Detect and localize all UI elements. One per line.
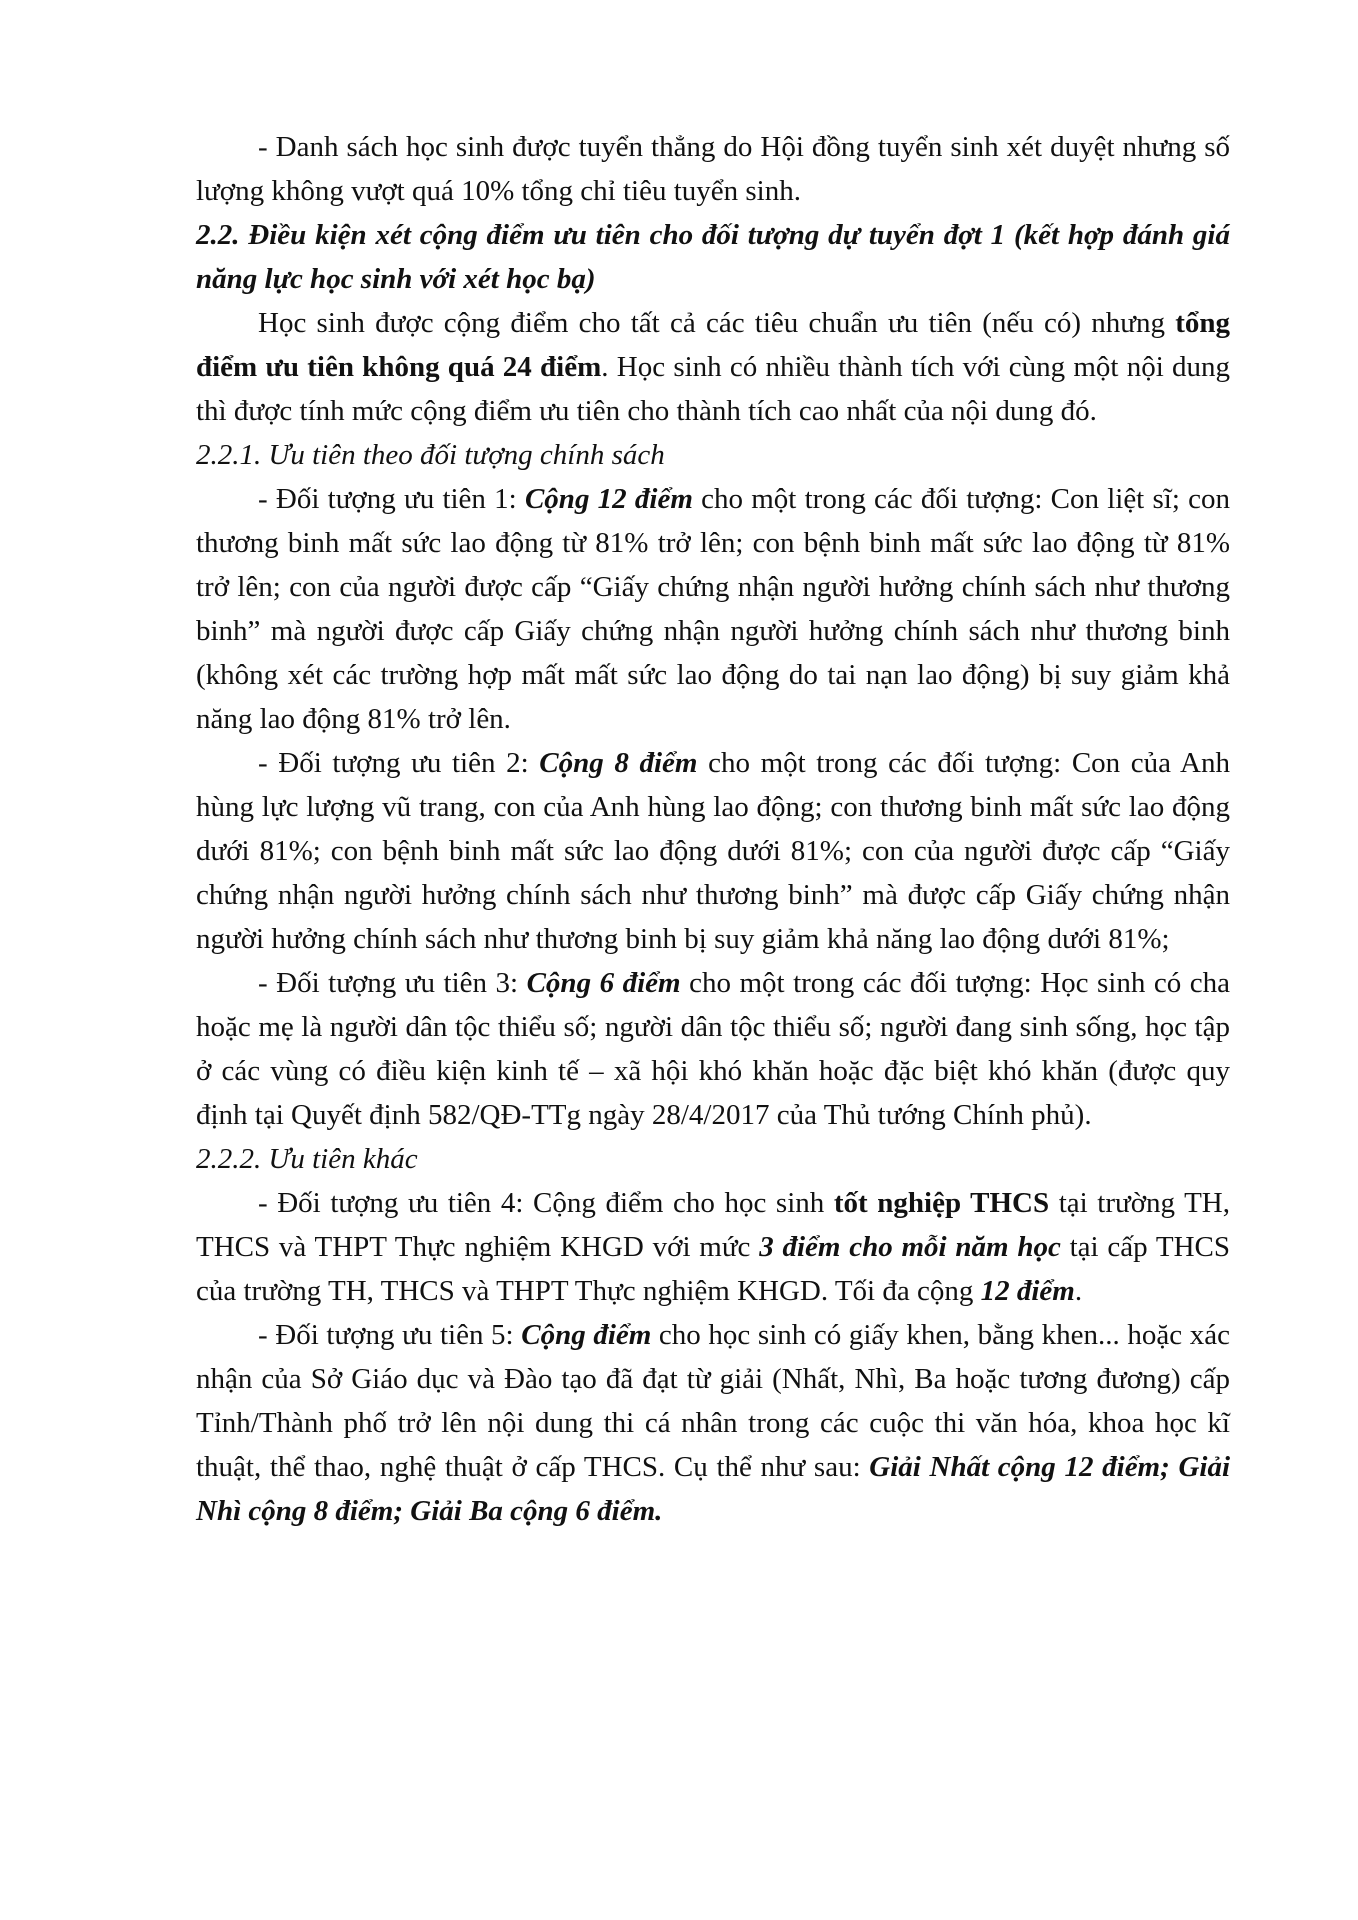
bold-italic-run: Cộng 12 điểm	[524, 483, 693, 515]
document-body	[196, 125, 1230, 1533]
text-run: - Đối tượng ưu tiên 4: Cộng điểm cho học sinh	[258, 1187, 834, 1219]
text-run: tại trường TH, THCS và THPT Thực nghiệm KHGD với mức	[196, 1187, 1230, 1263]
paragraph-text: - Danh sách học sinh được tuyển thẳng do Hội đồng tuyển sinh xét duyệt nhưng số lượng không vượt quá 10% tổng chỉ tiêu tuyển sinh.	[196, 131, 1230, 207]
bold-italic-run: Giải Nhất cộng 12 điểm; Giải Nhì cộng 8 điểm; Giải Ba cộng 6 điểm.	[196, 1451, 1230, 1527]
text-run: cho một trong các đối tượng: Con liệt sĩ; con thương binh mất sức lao động từ 81% trở lên; con bệnh binh mất sức lao động từ 81% trở lên; con của người được cấp “Giấy chứng nhận người hưởng chính sách như thương binh” mà người được cấp Giấy chứng nhận người hưởng chính sách như thương binh (không xét các trường hợp mất mất sức lao động do tai nạn lao động) bị suy giảm khả năng lao động 81% trở lên.	[196, 483, 1230, 735]
paragraph-priority-2	[196, 741, 1230, 961]
paragraph-direct-admission	[196, 125, 1230, 213]
paragraph-priority-3	[196, 961, 1230, 1137]
bold-run: tổng điểm ưu tiên không quá 24 điểm	[196, 307, 1230, 383]
section-heading-2-2-1: 2.2.1. Ưu tiên theo đối tượng chính sách	[196, 439, 665, 471]
text-run: - Đối tượng ưu tiên 5:	[258, 1319, 522, 1351]
paragraph-priority-total	[196, 301, 1230, 433]
text-run: cho một trong các đối tượng: Học sinh có cha hoặc mẹ là người dân tộc thiểu số; người dân tộc thiểu số; người đang sinh sống, học tập ở các vùng có điều kiện kinh tế – xã hội khó khăn hoặc đặc biệt khó khăn (được quy định tại Quyết định 582/QĐ-TTg ngày 28/4/2017 của Thủ tướng Chính phủ).	[196, 967, 1230, 1131]
text-run: . Học sinh có nhiều thành tích với cùng một nội dung thì được tính mức cộng điểm ưu tiên cho thành tích cao nhất của nội dung đó.	[196, 351, 1230, 427]
bold-italic-run: Cộng 8 điểm	[539, 747, 698, 779]
text-run: cho học sinh có giấy khen, bằng khen... hoặc xác nhận của Sở Giáo dục và Đào tạo đã đạt từ giải (Nhất, Nhì, Ba hoặc tương đương) cấp Tỉnh/Thành phố trở lên nội dung thi cá nhân trong các cuộc thi văn hóa, khoa học kĩ thuật, thể thao, nghệ thuật ở cấp THCS. Cụ thể như sau:	[196, 1319, 1230, 1483]
text-run: - Đối tượng ưu tiên 3:	[258, 967, 527, 999]
bold-italic-run: Cộng điểm	[521, 1319, 652, 1351]
bold-italic-run: 12 điểm	[980, 1275, 1075, 1307]
section-heading-2-2-2: 2.2.2. Ưu tiên khác	[196, 1143, 418, 1175]
text-run: tại cấp THCS của trường TH, THCS và THPT Thực nghiệm KHGD. Tối đa cộng	[196, 1231, 1230, 1307]
paragraph-priority-4	[196, 1181, 1230, 1313]
text-run: cho một trong các đối tượng: Con của Anh hùng lực lượng vũ trang, con của Anh hùng lao động; con thương binh mất sức lao động dưới 81%; con bệnh binh mất sức lao động dưới 81%; con của người được cấp “Giấy chứng nhận người hưởng chính sách như thương binh” mà được cấp Giấy chứng nhận người hưởng chính sách như thương binh bị suy giảm khả năng lao động dưới 81%;	[196, 747, 1230, 955]
paragraph-priority-1	[196, 477, 1230, 741]
bold-italic-run: 3 điểm cho mỗi năm học	[759, 1231, 1061, 1263]
text-run: .	[1074, 1275, 1083, 1307]
text-run: - Đối tượng ưu tiên 1:	[258, 483, 525, 515]
text-run: Học sinh được cộng điểm cho tất cả các tiêu chuẩn ưu tiên (nếu có) nhưng	[258, 307, 1176, 339]
bold-italic-run: Cộng 6 điểm	[526, 967, 681, 999]
paragraph-priority-5	[196, 1313, 1230, 1533]
section-heading-2-2: 2.2. Điều kiện xét cộng điểm ưu tiên cho đối tượng dự tuyển đợt 1 (kết hợp đánh giá năng lực học sinh với xét học bạ)	[196, 219, 1230, 295]
bold-run: tốt nghiệp THCS	[833, 1187, 1050, 1219]
text-run: - Đối tượng ưu tiên 2:	[258, 747, 540, 779]
